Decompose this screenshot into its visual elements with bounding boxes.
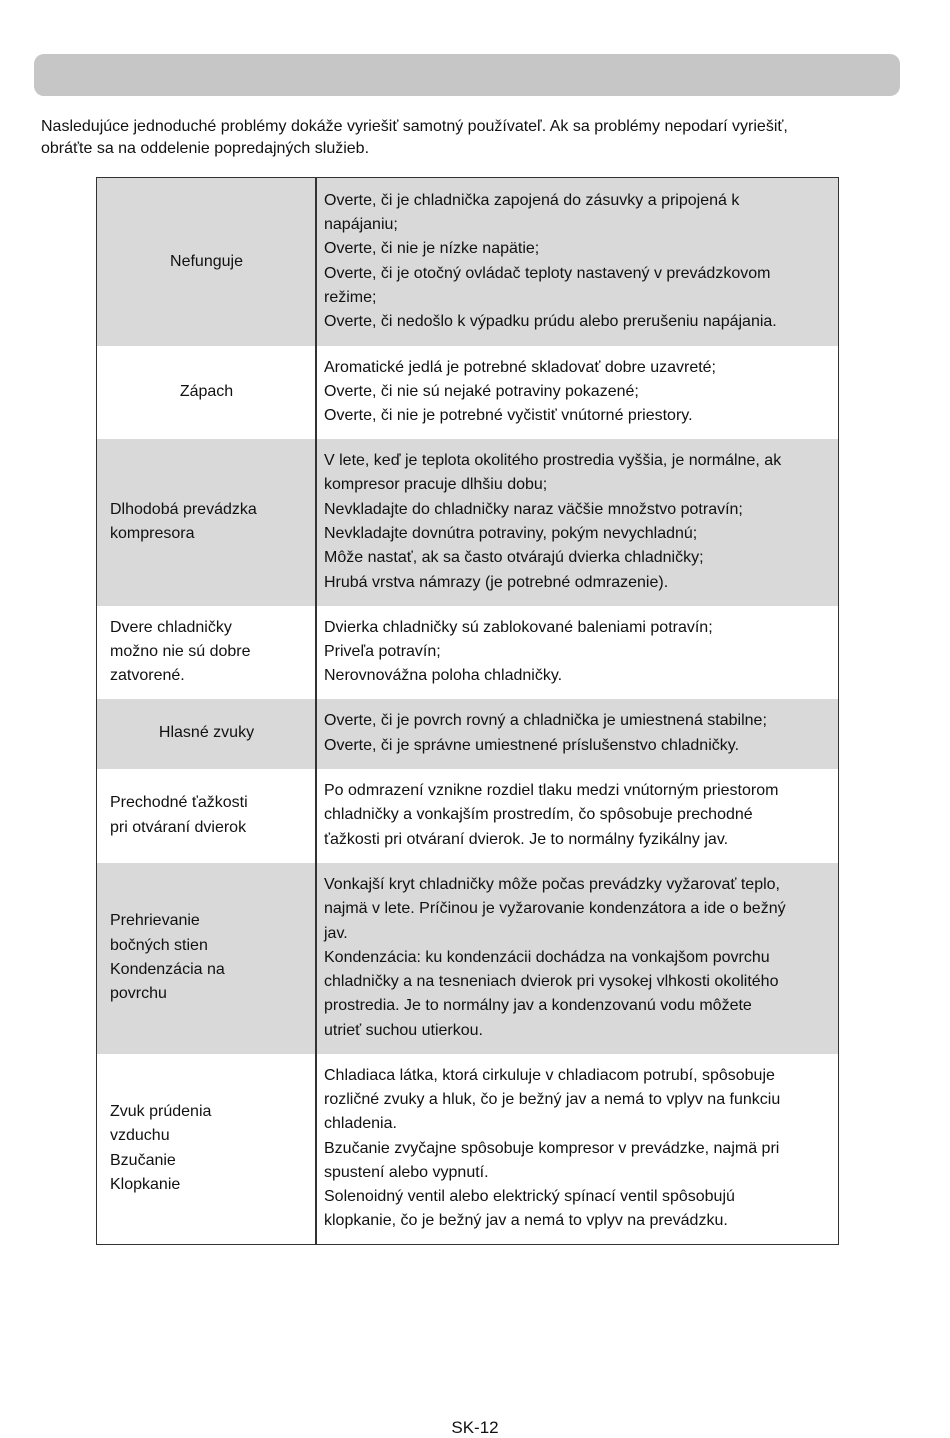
- solution-line: Vonkajší kryt chladničky môže počas prevádzky vyžarovať teplo,: [324, 875, 780, 893]
- solution-line: chladničky a na tesneniach dvierok pri vysokej vlhkosti okolitého: [324, 973, 779, 991]
- solution-line: ťažkosti pri otváraní dvierok. Je to normálny fyzikálny jav.: [324, 830, 729, 848]
- solution-cell: [316, 439, 839, 606]
- solution-line: Overte, či nie je potrebné vyčistiť vnútorné priestory.: [324, 407, 693, 425]
- problem-label: povrchu: [110, 985, 167, 1003]
- solution-line: Dvierka chladničky sú zablokované baleniami potravín;: [324, 618, 713, 636]
- problem-label: Hlasné zvuky: [158, 724, 255, 742]
- problem-cell: [97, 769, 317, 863]
- solution-cell: [316, 178, 839, 346]
- solution-line: Aromatické jedlá je potrebné skladovať dobre uzavreté;: [324, 358, 716, 376]
- problem-cell: [97, 1054, 317, 1245]
- problem-label: Bzučanie: [110, 1151, 176, 1169]
- troubleshooting-table: [96, 177, 839, 1245]
- table-row: [97, 863, 839, 1054]
- solution-line: prostredia. Je to normálny jav a kondenzovanú vodu môžete: [324, 997, 752, 1015]
- solution-line: Overte, či je povrch rovný a chladnička je umiestnená stabilne;: [324, 712, 767, 730]
- table-row: [97, 178, 839, 346]
- solution-line: Priveľa potravín;: [324, 642, 441, 660]
- problem-label: Zvuk prúdenia: [110, 1103, 212, 1121]
- solution-line: klopkanie, čo je bežný jav a nemá to vplyv na prevádzku.: [324, 1212, 728, 1230]
- solution-line: napájaniu;: [324, 216, 398, 234]
- problem-cell: [97, 178, 317, 346]
- solution-line: Overte, či nie je nízke napätie;: [324, 240, 540, 258]
- solution-line: kompresor pracuje dlhšiu dobu;: [324, 476, 548, 494]
- section-header-bar: [34, 54, 900, 96]
- solution-line: chladenia.: [324, 1115, 397, 1133]
- problem-label: Nefunguje: [170, 252, 243, 270]
- problem-label: Zápach: [179, 382, 234, 400]
- solution-line: Chladiaca látka, ktorá cirkuluje v chladiacom potrubí, spôsobuje: [324, 1066, 775, 1084]
- solution-line: Overte, či je otočný ovládač teploty nastavený v prevádzkovom: [324, 264, 771, 282]
- solution-line: režime;: [324, 289, 377, 307]
- solution-line: Nerovnovážna poloha chladničky.: [324, 667, 563, 685]
- table-row: [97, 769, 839, 863]
- solution-line: Po odmrazení vznikne rozdiel tlaku medzi vnútorným priestorom: [324, 782, 779, 800]
- solution-line: najmä v lete. Príčinou je vyžarovanie kondenzátora a ide o bežný: [324, 900, 786, 918]
- problem-cell: [97, 606, 317, 699]
- problem-label: vzduchu: [110, 1127, 170, 1145]
- problem-label: možno nie sú dobre: [110, 642, 251, 660]
- problem-label: Kondenzácia na: [110, 961, 225, 978]
- table-row: [97, 1054, 839, 1245]
- problem-label: kompresora: [110, 525, 195, 542]
- intro-paragraph: [41, 116, 901, 160]
- solution-cell: [316, 863, 839, 1054]
- solution-line: Nevkladajte do chladničky naraz väčšie množstvo potravín;: [324, 500, 743, 518]
- table-row: [97, 439, 839, 606]
- solution-line: Overte, či je chladnička zapojená do zásuvky a pripojená k: [324, 191, 740, 209]
- solution-cell: [316, 769, 839, 863]
- intro-line: Nasledujúce jednoduché problémy dokáže vyriešiť samotný používateľ. Ak sa problémy nepodarí vyriešiť,: [41, 118, 788, 135]
- table-row: [97, 606, 839, 699]
- solution-line: V lete, keď je teplota okolitého prostredia vyššia, je normálne, ak: [324, 452, 782, 470]
- solution-line: Kondenzácia: ku kondenzácii dochádza na vonkajšom povrchu: [324, 948, 770, 966]
- solution-cell: [316, 699, 839, 769]
- solution-line: utrieť suchou utierkou.: [324, 1021, 483, 1039]
- problem-label: Klopkanie: [110, 1176, 181, 1194]
- problem-label: Prechodné ťažkosti: [110, 794, 248, 812]
- problem-label: bočných stien: [110, 936, 208, 954]
- problem-cell: [97, 699, 317, 769]
- solution-line: chladničky a vonkajším prostredím, čo spôsobuje prechodné: [324, 806, 753, 824]
- solution-cell: [316, 606, 839, 699]
- solution-line: jav.: [324, 924, 348, 942]
- table-row: [97, 699, 839, 769]
- solution-line: Môže nastať, ak sa často otvárajú dvierka chladničky;: [324, 549, 704, 567]
- problem-label: Prehrievanie: [110, 912, 200, 930]
- solution-cell: [316, 1054, 839, 1245]
- page-number: SK-12: [451, 1418, 499, 1437]
- solution-line: Solenoidný ventil alebo elektrický spínací ventil spôsobujú: [324, 1188, 735, 1206]
- solution-line: Hrubá vrstva námrazy (je potrebné odmrazenie).: [324, 573, 669, 591]
- solution-line: Overte, či nedošlo k výpadku prúdu alebo prerušeniu napájania.: [324, 313, 777, 331]
- solution-cell: [316, 346, 839, 439]
- intro-line: obráťte sa na oddelenie popredajných služieb.: [41, 140, 370, 157]
- problem-label: zatvorené.: [110, 667, 185, 685]
- problem-label: pri otváraní dvierok: [110, 818, 247, 836]
- problem-label: Dvere chladničky: [110, 618, 232, 636]
- problem-cell: [97, 863, 317, 1054]
- problem-cell: [97, 439, 317, 606]
- solution-line: Overte, či nie sú nejaké potraviny pokazené;: [324, 382, 639, 400]
- solution-line: rozličné zvuky a hluk, čo je bežný jav a nemá to vplyv na funkciu: [324, 1091, 781, 1108]
- solution-line: Overte, či je správne umiestnené príslušenstvo chladničky.: [324, 736, 740, 754]
- problem-cell: [97, 346, 317, 439]
- solution-line: spustení alebo vypnutí.: [324, 1163, 489, 1181]
- solution-line: Nevkladajte dovnútra potraviny, pokým nevychladnú;: [324, 525, 698, 542]
- table-row: [97, 346, 839, 439]
- solution-line: Bzučanie zvyčajne spôsobuje kompresor v prevádzke, najmä pri: [324, 1139, 780, 1157]
- problem-label: Dlhodobá prevádzka: [110, 500, 257, 518]
